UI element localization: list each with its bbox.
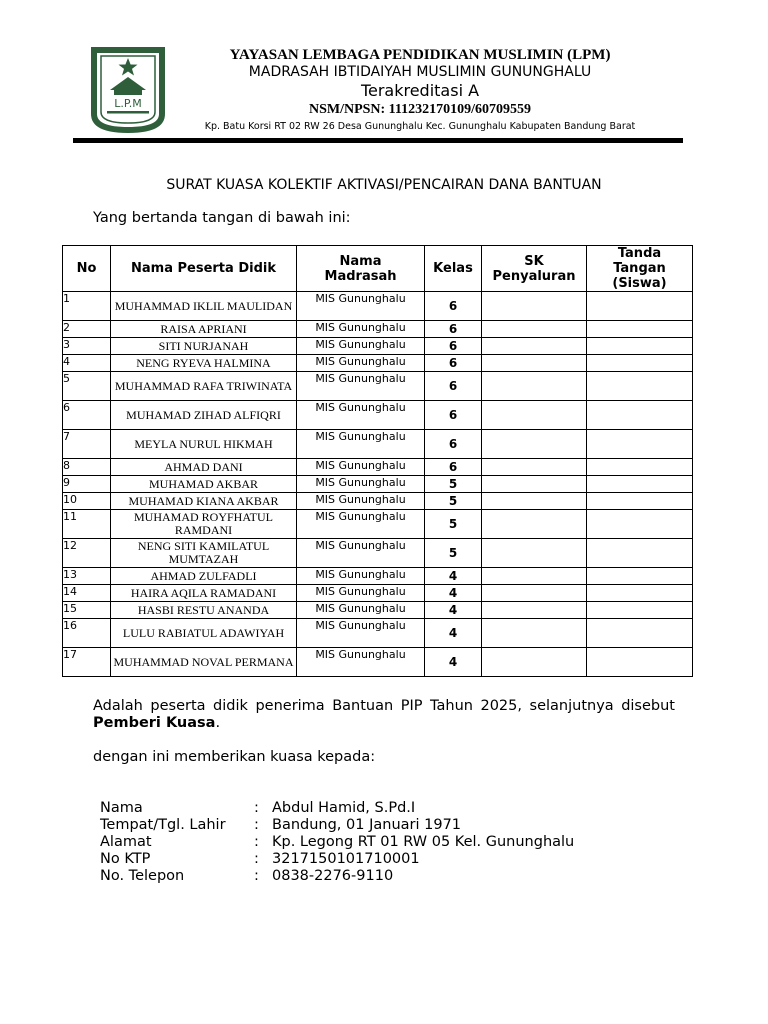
student-name: AHMAD DANI (111, 459, 297, 476)
signature-cell (587, 338, 693, 355)
student-name: RAISA APRIANI (111, 321, 297, 338)
header-signature: Tanda Tangan (Siswa) (587, 246, 693, 292)
school-address: Kp. Batu Korsi RT 02 RW 26 Desa Gununghalu Kec. Gununghalu Kabupaten Bandung Barat (204, 121, 636, 132)
table-row (63, 321, 693, 338)
student-no: 10 (63, 493, 111, 510)
org-name: YAYASAN LEMBAGA PENDIDIKAN MUSLIMIN (LPM) (229, 47, 611, 63)
signature-cell (587, 619, 693, 648)
signature-cell (587, 372, 693, 401)
table-row (63, 355, 693, 372)
student-class: 5 (425, 476, 482, 493)
student-no: 11 (63, 510, 111, 539)
student-name: MUHAMMAD NOVAL PERMANA (111, 648, 297, 677)
student-name: AHMAD ZULFADLI (111, 568, 297, 585)
sk-cell (482, 568, 587, 585)
madrasah-name: MIS Gununghalu (297, 355, 425, 372)
paragraph-text: Adalah peserta didik penerima Bantuan PIP Tahun 2025, selanjutnya disebut (93, 698, 675, 714)
pemberi-kuasa: Pemberi Kuasa (93, 715, 216, 731)
table-row (63, 292, 693, 321)
student-class: 6 (425, 372, 482, 401)
lpm-logo (88, 44, 168, 134)
student-no: 13 (63, 568, 111, 585)
signature-cell (587, 459, 693, 476)
signature-cell (587, 493, 693, 510)
student-name: MUHAMMAD IKLIL MAULIDAN (111, 292, 297, 321)
student-no: 5 (63, 372, 111, 401)
student-no: 17 (63, 648, 111, 677)
info-value: 3217150101710001 (272, 851, 420, 867)
student-class: 4 (425, 585, 482, 602)
student-no: 12 (63, 539, 111, 568)
sk-cell (482, 539, 587, 568)
madrasah-name: MIS Gununghalu (297, 539, 425, 568)
student-class: 5 (425, 493, 482, 510)
info-label: Tempat/Tgl. Lahir (100, 817, 226, 833)
table-row (63, 430, 693, 459)
table-row (63, 585, 693, 602)
mandate-text: dengan ini memberikan kuasa kepada: (93, 749, 376, 765)
student-name: MUHAMAD ZIHAD ALFIQRI (111, 401, 297, 430)
sk-cell (482, 292, 587, 321)
signature-cell (587, 585, 693, 602)
student-name: MUHAMAD KIANA AKBAR (111, 493, 297, 510)
madrasah-name: MIS Gununghalu (297, 648, 425, 677)
header-name: Nama Peserta Didik (111, 246, 297, 292)
header-kelas: Kelas (425, 246, 482, 292)
student-no: 6 (63, 401, 111, 430)
sk-cell (482, 430, 587, 459)
student-class: 6 (425, 292, 482, 321)
table-header-row (63, 246, 693, 292)
header-no: No (63, 246, 111, 292)
student-table (62, 245, 693, 677)
table-row (63, 602, 693, 619)
info-value: 0838-2276-9110 (272, 868, 394, 884)
student-no: 3 (63, 338, 111, 355)
sk-cell (482, 602, 587, 619)
letterhead-divider (73, 138, 683, 143)
student-name: SITI NURJANAH (111, 338, 297, 355)
info-row (100, 800, 574, 817)
student-class: 6 (425, 338, 482, 355)
student-class: 6 (425, 401, 482, 430)
student-name: HASBI RESTU ANANDA (111, 602, 297, 619)
school-name: MADRASAH IBTIDAIYAH MUSLIMIN GUNUNGHALU (248, 64, 592, 80)
student-no: 2 (63, 321, 111, 338)
signature-cell (587, 648, 693, 677)
student-class: 6 (425, 459, 482, 476)
madrasah-name: MIS Gununghalu (297, 510, 425, 539)
info-label: Nama (100, 800, 143, 816)
info-label: Alamat (100, 834, 152, 850)
student-name: NENG SITI KAMILATUL MUMTAZAH (111, 539, 297, 568)
student-no: 4 (63, 355, 111, 372)
student-no: 8 (63, 459, 111, 476)
info-colon: : (254, 817, 259, 833)
madrasah-name: MIS Gununghalu (297, 372, 425, 401)
student-no: 14 (63, 585, 111, 602)
info-value: Abdul Hamid, S.Pd.I (272, 800, 416, 816)
student-no: 1 (63, 292, 111, 321)
signature-cell (587, 568, 693, 585)
sk-cell (482, 619, 587, 648)
student-class: 5 (425, 539, 482, 568)
info-row (100, 817, 574, 834)
madrasah-name: MIS Gununghalu (297, 459, 425, 476)
intro-text: Yang bertanda tangan di bawah ini: (93, 210, 351, 226)
student-class: 4 (425, 648, 482, 677)
table-row (63, 568, 693, 585)
madrasah-name: MIS Gununghalu (297, 321, 425, 338)
madrasah-name: MIS Gununghalu (297, 476, 425, 493)
student-name: MUHAMAD AKBAR (111, 476, 297, 493)
madrasah-name: MIS Gununghalu (297, 338, 425, 355)
info-row (100, 851, 574, 868)
sk-cell (482, 372, 587, 401)
student-name: NENG RYEVA HALMINA (111, 355, 297, 372)
signature-cell (587, 430, 693, 459)
student-name: MEYLA NURUL HIKMAH (111, 430, 297, 459)
info-colon: : (254, 868, 259, 884)
madrasah-name: MIS Gununghalu (297, 619, 425, 648)
signature-cell (587, 539, 693, 568)
signature-cell (587, 401, 693, 430)
student-class: 4 (425, 568, 482, 585)
paragraph-end: . (215, 715, 221, 731)
madrasah-name: MIS Gununghalu (297, 292, 425, 321)
signature-cell (587, 602, 693, 619)
signature-cell (587, 476, 693, 493)
logo-text: L.P.M (114, 97, 142, 110)
table-row (63, 338, 693, 355)
student-class: 4 (425, 602, 482, 619)
info-value: Bandung, 01 Januari 1971 (272, 817, 462, 833)
table-row (63, 401, 693, 430)
recipient-paragraph (93, 698, 675, 732)
sk-cell (482, 476, 587, 493)
header-sk: SK Penyaluran (482, 246, 587, 292)
sk-cell (482, 321, 587, 338)
info-row (100, 834, 574, 851)
student-name: MUHAMMAD RAFA TRIWINATA (111, 372, 297, 401)
table-row (63, 493, 693, 510)
student-name: MUHAMAD ROYFHATUL RAMDANI (111, 510, 297, 539)
madrasah-name: MIS Gununghalu (297, 602, 425, 619)
student-no: 15 (63, 602, 111, 619)
madrasah-name: MIS Gununghalu (297, 493, 425, 510)
madrasah-name: MIS Gununghalu (297, 430, 425, 459)
signature-cell (587, 292, 693, 321)
header-madrasah: Nama Madrasah (297, 246, 425, 292)
madrasah-name: MIS Gununghalu (297, 401, 425, 430)
table-row (63, 459, 693, 476)
info-colon: : (254, 834, 259, 850)
student-class: 6 (425, 355, 482, 372)
student-name: HAIRA AQILA RAMADANI (111, 585, 297, 602)
signature-cell (587, 355, 693, 372)
accreditation: Terakreditasi A (360, 81, 480, 100)
student-class: 4 (425, 619, 482, 648)
sk-cell (482, 585, 587, 602)
sk-cell (482, 493, 587, 510)
madrasah-name: MIS Gununghalu (297, 585, 425, 602)
document-title: SURAT KUASA KOLEKTIF AKTIVASI/PENCAIRAN DANA BANTUAN (166, 177, 602, 193)
signature-cell (587, 510, 693, 539)
letterhead (180, 46, 660, 134)
student-class: 6 (425, 430, 482, 459)
info-colon: : (254, 851, 259, 867)
student-class: 5 (425, 510, 482, 539)
table-row (63, 510, 693, 539)
madrasah-name: MIS Gununghalu (297, 568, 425, 585)
info-value: Kp. Legong RT 01 RW 05 Kel. Gununghalu (272, 834, 575, 850)
sk-cell (482, 401, 587, 430)
info-label: No KTP (100, 851, 151, 867)
student-no: 9 (63, 476, 111, 493)
student-name: LULU RABIATUL ADAWIYAH (111, 619, 297, 648)
sk-cell (482, 459, 587, 476)
student-class: 6 (425, 321, 482, 338)
sk-cell (482, 338, 587, 355)
sk-cell (482, 648, 587, 677)
nsm-npsn: NSM/NPSN: 111232170109/60709559 (308, 102, 532, 117)
table-row (63, 539, 693, 568)
info-row (100, 868, 574, 885)
proxy-details (100, 800, 574, 885)
student-no: 7 (63, 430, 111, 459)
table-row (63, 372, 693, 401)
info-label: No. Telepon (100, 868, 185, 884)
info-colon: : (254, 800, 259, 816)
student-no: 16 (63, 619, 111, 648)
sk-cell (482, 355, 587, 372)
table-row (63, 619, 693, 648)
signature-cell (587, 321, 693, 338)
sk-cell (482, 510, 587, 539)
table-row (63, 476, 693, 493)
table-row (63, 648, 693, 677)
